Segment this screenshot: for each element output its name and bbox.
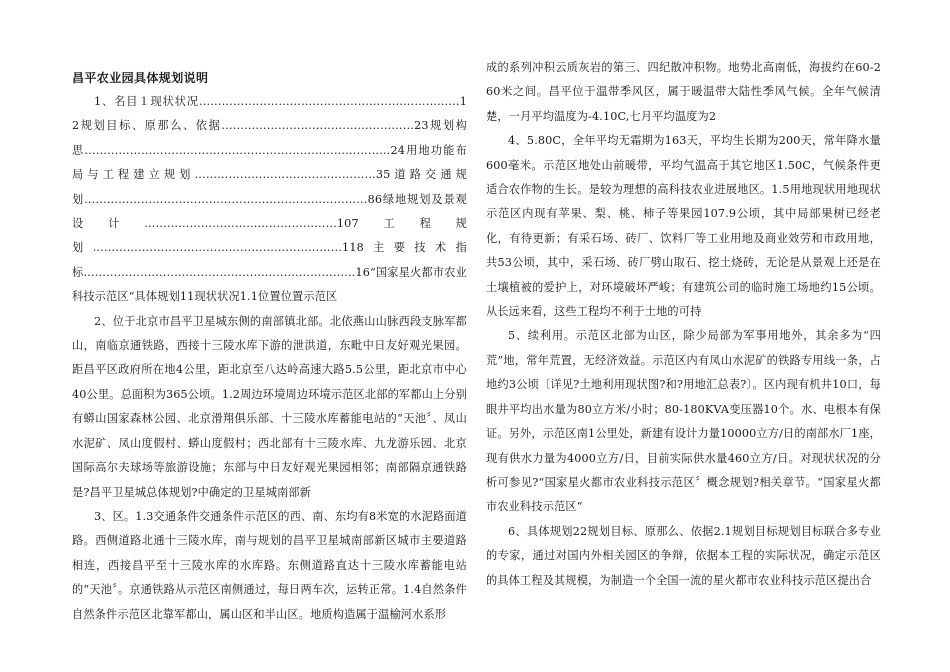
paragraph: 6、具体规划22规划目标、原那么、依据2.1规划目标规划目标联合多专业的专家，通过对国内外相关园区的争辩，依据本工程的实际状况，确定示范区的具体工程及其规模，为制造一个全国一流的星火都市农业科技示范区提出合 <box>486 524 881 587</box>
left-column <box>72 56 467 627</box>
paragraph: 4、5.80C，全年平均无霜期为163天，平均生长期为200天，常年降水量600毫米。示范区地处山前暖带，平均气温高于其它地区1.50C，气候条件更适合农作物的生长。是较为理想的高科技农业进展地区。1.5用地现状用地现状示范区内现有苹果、梨、桃、柿子等果园107.9公顷，其中局部果树已经老化，有待更新；有采石场、砖厂、饮料厂等工业用地及商业效劳和市政用地，共53公顷，其中，采石场、砖厂劈山取石、挖土烧砖，无论是从景观上还是在土壤植被的爱护上，对环境破坏严峻；有建筑公司的临时施工场地约15公顷。从长远来看，这些工程均不利于土地的可持 <box>486 134 881 319</box>
document-title: 昌平农业园具体规划说明 <box>72 71 209 85</box>
right-column <box>486 56 881 593</box>
paragraph: 3、区。1.3交通条件交通条件示范区的西、南、东均有8米宽的水泥路面道路。西侧道路北通十三陵水库，南与规划的昌平卫星城南部新区城市主要道路相连，西接昌平至十三陵水库的水库路。东侧道路直达十三陵水库蓄能电站的“天池〞。京通铁路从示范区南侧通过，每日两车次，运转正常。1.4自然条件自然条件示范区北靠军都山，属山区和半山区。地质构造属于温榆河水系形 <box>72 509 467 621</box>
paragraph: 2、位于北京市昌平卫星城东侧的南部镇北部。北依燕山山脉西段支脉军都山，南临京通铁路，西接十三陵水库下游的泄洪道，东毗中日友好观光果园。距昌平区政府所在地4公里，距北京至八达岭高速大路5.5公里，距北京市中心40公里。总面积为365公顷。1.2周边环境周边环境示范区北部的军都山上分别有蟒山国家森林公园、北京滑翔俱乐部、十三陵水库蓄能电站的“天池〞、凤山水泥矿、凤山度假村、蟒山度假村；西北部有十三陵水库、九龙游乐园、北京国际高尔夫球场等旅游设施；东部与中日友好观光果园相邻；南部隔京通铁路是?昌平卫星城总体规划?中确定的卫星城南部新 <box>72 314 467 499</box>
paragraph: 1、名目１现状状况……………………………………………………………12规划目标、原那么、依据……………………………………………23规划构思………………………………………………………………………24用地功能布局与工程建立规划…………………………………………35道路交通规划…………………………………………………………………86绿地规划及景观设计……………………………………………107工程规划…………………………………………………………118主要技术指标………………………………………………………………16“国家星火都市农业科技示范区“具体规划11现状状况1.1位置位置示范区 <box>72 95 467 304</box>
paragraph: 5、续利用。示范区北部为山区，除少局部为军事用地外，其余多为“四荒”地，常年荒置，无经济效益。示范区内有凤山水泥矿的铁路专用线一条，占地约3公顷〔详见?土地利用现状图?和?用地汇总表?〕。区内现有机井10口，每眼井平均出水量为80立方米/小时；80-180KVA变压器10个。水、电根本有保证。另外，示范区南1公里处，新建有设计力量10000立方/日的南部水厂1座，现有供水力量为4000立方/日，目前实际供水量460立方/日。对现状状况的分析可参见?“国家星火都市农业科技示范区〞概念规划?相关章节。“国家星火都市农业科技示范区“ <box>486 329 881 514</box>
paragraph-continued: 成的系列冲积云质灰岩的第三、四纪散冲积物。地势北高南低，海拔约在60-260米之间。昌平位于温带季风区，属于暖温带大陆性季风气候。全年气候清楚，一月平均温度为-4.10C,七月平均温度为2 <box>486 61 881 123</box>
